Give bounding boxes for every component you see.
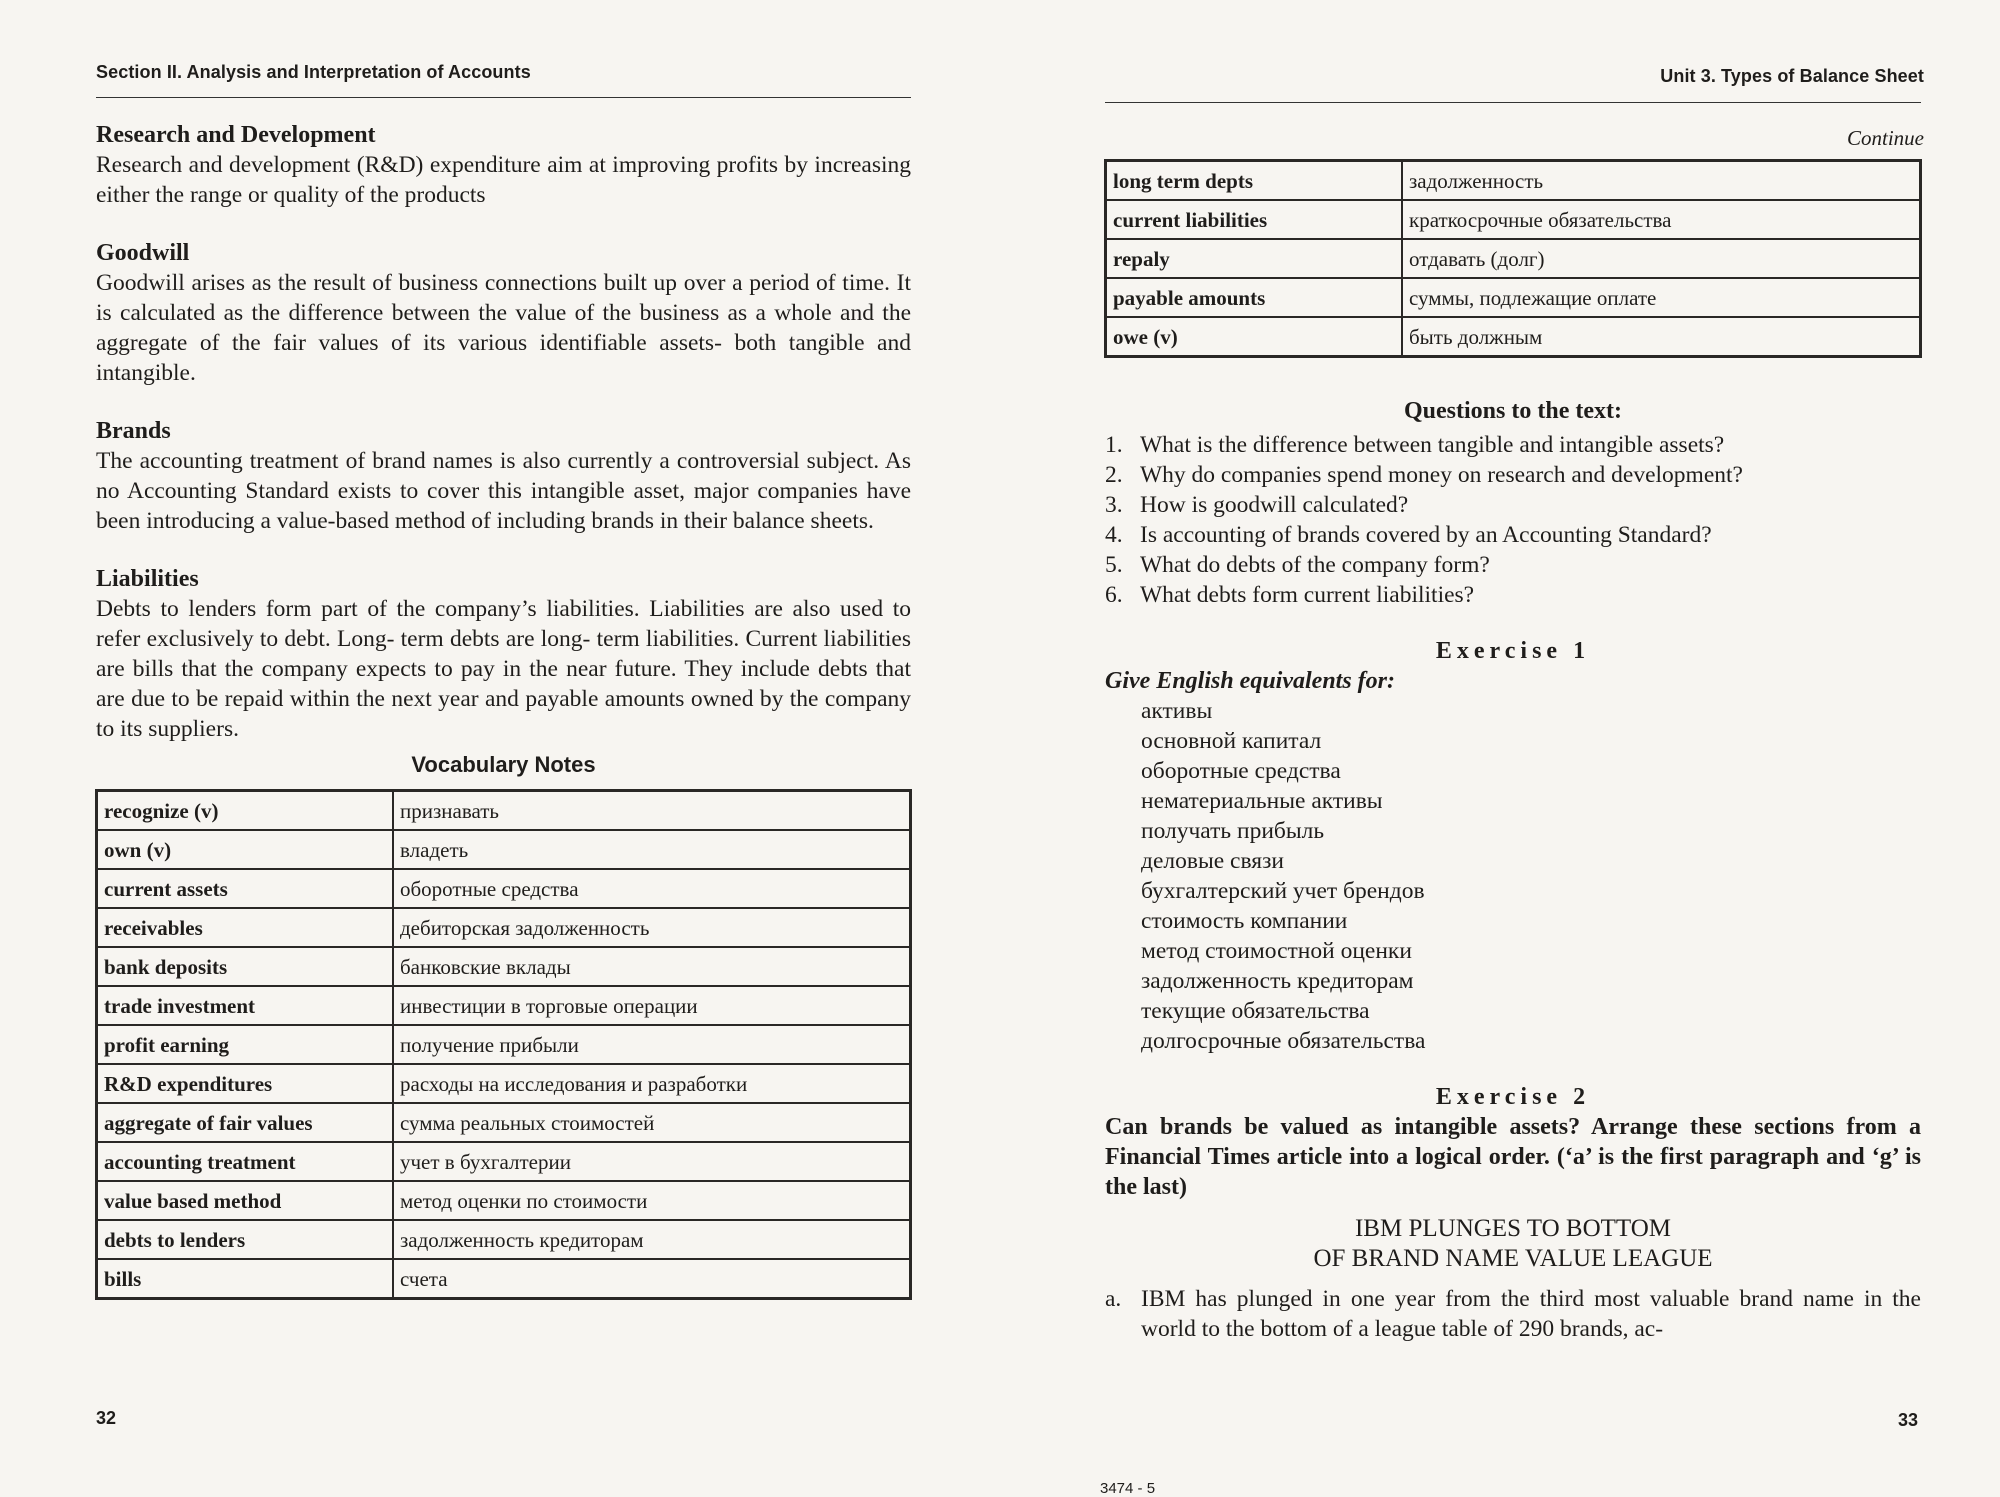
term-en: long term depts [1106,161,1402,200]
list-item: долгосрочные обязательства [1141,1028,1426,1054]
list-item [1105,430,1921,460]
table-row [97,947,910,986]
term-ru: метод оценки по стоимости [393,1181,910,1220]
section-heading: Brands [96,418,171,444]
section-heading: Research and Development [96,122,376,148]
term-ru: быть должным [1402,317,1920,356]
table-row [97,830,910,869]
term-ru: сумма реальных стоимостей [393,1103,910,1142]
section-research [96,120,911,210]
question-number: 3. [1105,492,1123,518]
question-number: 6. [1105,582,1123,608]
exercise-1-heading: Exercise 1 [1435,638,1591,664]
table-row [97,1181,910,1220]
section-goodwill [96,238,911,388]
list-item: бухгалтерский учет брендов [1141,878,1425,904]
term-ru: владеть [393,830,910,869]
page-number-left: 32 [96,1408,117,1428]
list-item [1105,580,1921,610]
table-row [1106,239,1920,278]
section-heading: Goodwill [96,240,190,266]
page-number-right: 33 [1898,1410,1919,1430]
list-item: нематериальные активы [1141,788,1383,814]
questions-list [1105,430,1921,610]
term-en: receivables [97,908,393,947]
questions-heading: Questions to the text: [1404,398,1622,424]
list-item: стоимость компании [1141,908,1348,934]
section-heading: Liabilities [96,566,199,592]
question-number: 5. [1105,552,1123,578]
list-item: метод стоимостной оценки [1141,938,1412,964]
term-ru: дебиторская задолженность [393,908,910,947]
article-title [1105,1214,1921,1274]
term-en: value based method [97,1181,393,1220]
table-row [97,1142,910,1181]
term-en: bills [97,1259,393,1298]
term-en: debts to lenders [97,1220,393,1259]
list-item [1105,520,1921,550]
term-en: bank deposits [97,947,393,986]
running-head-right: Unit 3. Types of Balance Sheet [1660,66,1924,86]
list-item: активы [1141,698,1213,724]
term-ru: признавать [393,791,910,830]
term-en: own (v) [97,830,393,869]
section-brands [96,416,911,536]
table-row [1106,161,1920,200]
term-ru: задолженность [1402,161,1920,200]
vocabulary-title: Vocabulary Notes [411,752,596,777]
term-en: current assets [97,869,393,908]
term-en: repaly [1106,239,1402,278]
header-rule-left [96,97,911,98]
left-column [96,120,911,1299]
table-row [1106,200,1920,239]
term-en: accounting treatment [97,1142,393,1181]
list-item: основной капитал [1141,728,1322,754]
question-text: What is the difference between tangible and intangible assets? [1140,432,1725,458]
term-ru: суммы, подлежащие оплате [1402,278,1920,317]
table-row [1106,317,1920,356]
continue-label: Continue [1847,126,1924,150]
list-item: деловые связи [1141,848,1284,874]
exercise-2-heading: Exercise 2 [1435,1084,1591,1110]
question-text: Is accounting of brands covered by an Accounting Standard? [1140,522,1712,548]
table-row [97,1103,910,1142]
term-en: profit earning [97,1025,393,1064]
question-text: What debts form current liabilities? [1140,582,1475,608]
list-item [1105,490,1921,520]
term-ru: задолженность кредиторам [393,1220,910,1259]
right-page [1000,0,2000,1493]
table-row [97,1025,910,1064]
section-body: Goodwill arises as the result of business connections built up over a period of time. It is calculated as the difference between the value of the business as a whole and the aggregate of the fair values of its various identifiable assets- both tangible and intangible. [96,270,911,386]
term-ru: отдавать (долг) [1402,239,1920,278]
term-en: current liabilities [1106,200,1402,239]
table-row [97,1220,910,1259]
term-ru: учет в бухгалтерии [393,1142,910,1181]
question-number: 2. [1105,462,1123,488]
term-en: owe (v) [1106,317,1402,356]
term-ru: банковские вклады [393,947,910,986]
table-row [97,1259,910,1298]
term-en: R&D expenditures [97,1064,393,1103]
section-body: The accounting treatment of brand names is also currently a controversial subject. As no Accounting Standard exists to cover this intangible asset, major companies have been introducing a value-based method of including brands in their balance sheets. [96,448,911,534]
term-ru: расходы на исследования и разработки [393,1064,910,1103]
table-row [1106,278,1920,317]
running-head-left: Section II. Analysis and Interpretation of Accounts [96,62,531,82]
list-item [1105,550,1921,580]
section-liabilities [96,564,911,744]
right-column [1105,396,1921,1344]
list-item: задолженность кредиторам [1141,968,1414,994]
article-title-line: OF BRAND NAME VALUE LEAGUE [1313,1245,1713,1272]
table-row [97,1064,910,1103]
print-code: 3474 - 5 [1100,1480,1156,1497]
question-text: Why do companies spend money on research and development? [1140,462,1743,488]
section-body: Debts to lenders form part of the company’s liabilities. Liabilities are also used to refer exclusively to debt. Long- term debts are long- term liabilities. Current liabilities are bills that the company expects to pay in the near future. They include debts that are due to be repaid within the next year and payable amounts owned by the company to its suppliers. [96,596,911,742]
exercise-1-instruction: Give English equivalents for: [1105,668,1396,694]
paragraph-label: a. [1105,1286,1122,1312]
article-title-line: IBM PLUNGES TO BOTTOM [1354,1215,1671,1242]
article-paragraph-a [1105,1284,1921,1344]
exercise-1-list [1105,696,1921,1056]
question-text: How is goodwill calculated? [1140,492,1409,518]
question-number: 4. [1105,522,1123,548]
table-row [97,986,910,1025]
term-en: trade investment [97,986,393,1025]
term-en: aggregate of fair values [97,1103,393,1142]
left-page [0,0,1000,1493]
paragraph-text: IBM has plunged in one year from the third most valuable brand name in the world to the bottom of a league table of 290 brands, ac- [1141,1286,1921,1342]
vocabulary-table [96,790,911,1299]
term-en: payable amounts [1106,278,1402,317]
list-item: текущие обязательства [1141,998,1370,1024]
table-row [97,908,910,947]
exercise-2-task: Can brands be valued as intangible assets? Arrange these sections from a Financial Times article into a logical order. (‘a’ is the first paragraph and ‘g’ is the last) [1105,1114,1921,1200]
vocabulary-table-continued [1105,160,1921,357]
list-item: оборотные средства [1141,758,1341,784]
table-row [97,869,910,908]
list-item: получать прибыль [1141,818,1325,844]
term-en: recognize (v) [97,791,393,830]
term-ru: оборотные средства [393,869,910,908]
term-ru: инвестиции в торговые операции [393,986,910,1025]
table-row [97,791,910,830]
section-body: Research and development (R&D) expenditure aim at improving profits by increasing either the range or quality of the products [96,152,911,208]
term-ru: счета [393,1259,910,1298]
list-item [1105,460,1921,490]
term-ru: получение прибыли [393,1025,910,1064]
header-rule-right [1105,102,1921,103]
term-ru: краткосрочные обязательства [1402,200,1920,239]
question-text: What do debts of the company form? [1140,552,1490,578]
question-number: 1. [1105,432,1123,458]
